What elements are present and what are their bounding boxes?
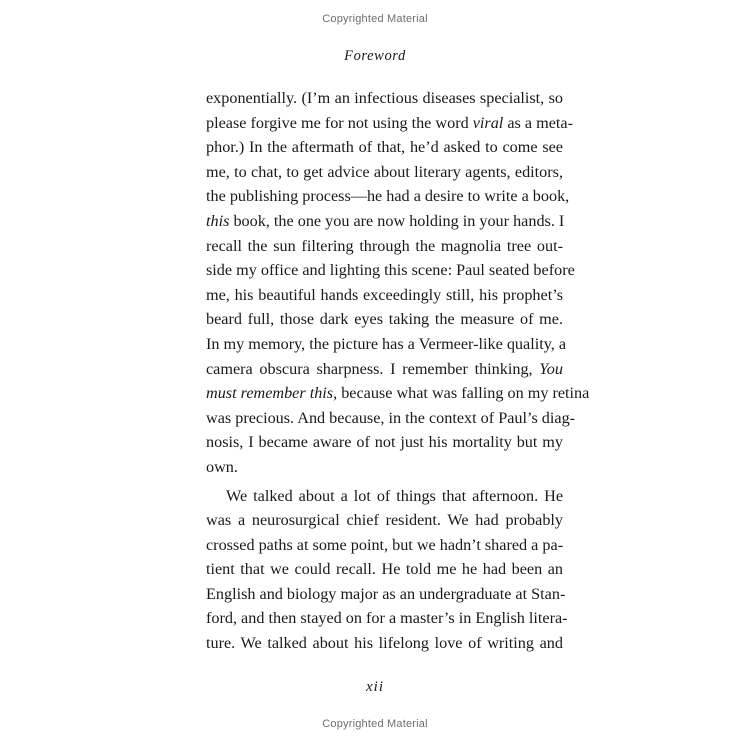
text-line: phor.) In the aftermath of that, he’d asked to come see [206, 138, 563, 157]
text-line: beard full, those dark eyes taking the measure of me. [206, 310, 563, 329]
emphasis: this [206, 211, 230, 230]
text-line [206, 357, 563, 382]
text-run: because what was falling on my retina [337, 384, 590, 403]
emphasis: You [539, 359, 563, 378]
text-line: was precious. And because, in the context of Paul’s diag- [206, 408, 576, 427]
page-number: xii [366, 679, 384, 695]
text-line: exponentially. (I’m an infectious diseases specialist, so [206, 89, 563, 107]
text-line: me, to chat, to get advice about literary agents, editors, [206, 162, 563, 181]
running-head: Foreword [344, 48, 406, 64]
text-line: own. [206, 457, 238, 476]
text-line: nosis, I became aware of not just his mortality but my [206, 433, 563, 452]
paragraph-1 [206, 86, 590, 480]
text-line: me, his beautiful hands exceedingly still, his prophet’s [206, 285, 563, 304]
text-run: as a meta- [503, 113, 573, 132]
text-line: In my memory, the picture has a Vermeer-like quality, a [206, 334, 567, 353]
text-line: recall the sun filtering through the magnolia tree out- [206, 236, 563, 255]
text-line [206, 209, 563, 234]
body-text [206, 86, 590, 656]
text-line [206, 111, 573, 136]
text-line: We talked about a lot of things that afternoon. He [226, 486, 563, 505]
text-line: side my office and lighting this scene: Paul seated before [206, 261, 575, 280]
text-run: please forgive me for not using the word [206, 113, 473, 132]
text-run: camera obscura sharpness. I remember thinking, [206, 359, 540, 378]
emphasis: viral [472, 113, 504, 132]
text-line: tient that we could recall. He told me he had been an [206, 560, 563, 579]
text-line [206, 381, 590, 406]
copyright-watermark-top: Copyrighted Material [322, 13, 428, 25]
text-line: English and biology major as an undergraduate at Stan- [206, 584, 566, 603]
emphasis: must remember this, [206, 384, 338, 403]
text-line: ford, and then stayed on for a master’s in English litera- [206, 609, 568, 628]
copyright-watermark-bottom: Copyrighted Material [322, 718, 428, 730]
text-line: the publishing process—he had a desire to write a book, [206, 187, 570, 206]
text-run: book, the one you are now holding in your hands. I [229, 211, 565, 230]
text-line: crossed paths at some point, but we hadn’t shared a pa- [206, 535, 564, 554]
text-line: was a neurosurgical chief resident. We had probably [206, 511, 563, 530]
paragraph-2 [206, 484, 568, 656]
text-line: ture. We talked about his lifelong love of writing and [206, 634, 563, 653]
